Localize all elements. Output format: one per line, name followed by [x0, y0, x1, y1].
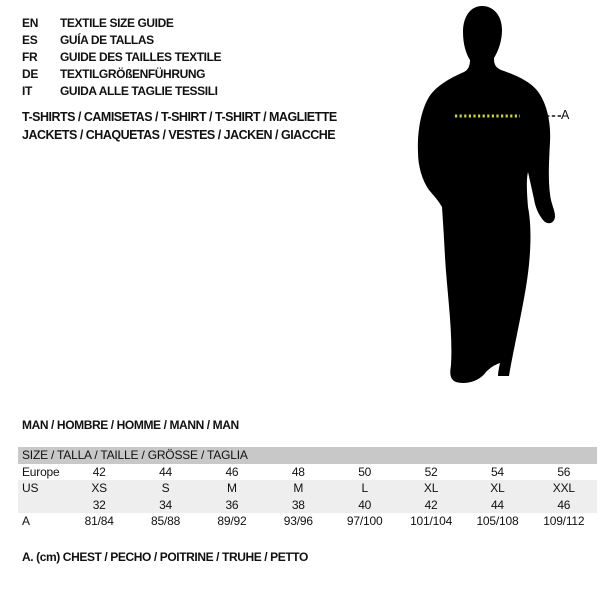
language-label: TEXTILGRÖßENFÜHRUNG — [60, 67, 206, 81]
table-cell: 34 — [132, 497, 198, 514]
language-label: GUIDA ALLE TAGLIE TESSILI — [60, 84, 218, 98]
table-cell: XL — [464, 480, 530, 497]
row-label — [18, 497, 66, 514]
table-cell: 32 — [66, 497, 132, 514]
language-code: IT — [22, 84, 33, 98]
table-cell: 81/84 — [84, 514, 114, 528]
row-label: Europe — [22, 464, 60, 479]
man-silhouette-body — [418, 6, 555, 383]
man-figure — [398, 2, 598, 402]
language-label: GUIDE DES TAILLES TEXTILE — [60, 50, 222, 64]
table-cell: 52 — [424, 464, 438, 479]
language-label: TEXTILE SIZE GUIDE — [60, 16, 174, 30]
language-row-de — [22, 66, 221, 83]
table-cell: 56 — [557, 464, 571, 479]
language-code: FR — [22, 50, 38, 64]
size-table — [18, 447, 597, 530]
table-cell: XXL — [531, 480, 597, 497]
row-label: A — [22, 514, 30, 528]
table-cell: 85/88 — [151, 514, 181, 528]
language-code: DE — [22, 67, 39, 81]
table-cell: 44 — [464, 497, 530, 514]
language-code: EN — [22, 16, 39, 30]
language-list — [22, 15, 221, 100]
table-cell: 46 — [225, 464, 239, 479]
table-cell: 40 — [332, 497, 398, 514]
table-cell: 42 — [92, 464, 106, 479]
language-code: ES — [22, 33, 38, 47]
category-line-tshirts: T-SHIRTS / CAMISETAS / T-SHIRT / T-SHIRT / MAGLIETTE — [22, 110, 337, 124]
table-cell: 42 — [398, 497, 464, 514]
table-cell: 48 — [291, 464, 305, 479]
language-row-it — [22, 83, 221, 100]
table-cell: L — [332, 480, 398, 497]
table-cell: 89/92 — [217, 514, 247, 528]
measure-label-a: A — [561, 108, 570, 122]
language-row-es — [22, 32, 221, 49]
language-row-fr — [22, 49, 221, 66]
table-cell: S — [132, 480, 198, 497]
table-cell: XL — [398, 480, 464, 497]
table-cell: M — [199, 480, 265, 497]
table-cell: 93/96 — [283, 514, 313, 528]
measurement-footnote: A. (cm) CHEST / PECHO / POITRINE / TRUHE / PETTO — [22, 550, 308, 564]
table-cell: 36 — [199, 497, 265, 514]
table-cell: 97/100 — [346, 514, 383, 528]
table-cell: 44 — [159, 464, 173, 479]
language-label: GUÍA DE TALLAS — [60, 33, 154, 47]
man-silhouette — [398, 2, 598, 402]
table-cell: 38 — [265, 497, 331, 514]
table-cell: 46 — [531, 497, 597, 514]
table-cell: M — [265, 480, 331, 497]
section-title: MAN / HOMBRE / HOMME / MANN / MAN — [22, 418, 239, 432]
category-line-jackets: JACKETS / CHAQUETAS / VESTES / JACKEN / GIACCHE — [22, 128, 336, 142]
table-cell: 109/112 — [543, 514, 585, 528]
size-table-header: SIZE / TALLA / TAILLE / GRÖSSE / TAGLIA — [18, 447, 597, 464]
language-row-en — [22, 15, 221, 32]
category-headings — [22, 108, 337, 144]
table-cell: 54 — [490, 464, 504, 479]
table-cell: 50 — [358, 464, 372, 479]
row-label: US — [18, 480, 66, 497]
table-cell: 105/108 — [476, 514, 519, 528]
table-cell: 101/104 — [410, 514, 453, 528]
table-cell: XS — [66, 480, 132, 497]
